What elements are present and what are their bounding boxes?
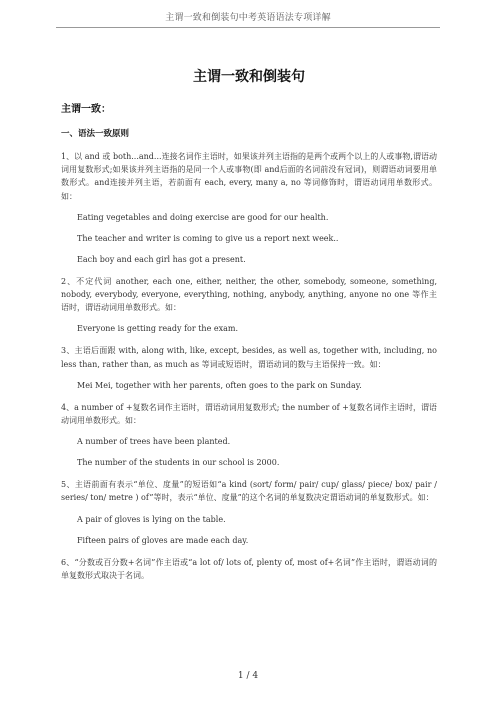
page-number: 1 / 4 (237, 671, 259, 681)
example-sentence: The teacher and writer is coming to give us a report next week.. (77, 233, 339, 243)
paragraph: 2、不定代词 another, each one, either, neither, the other, somebody, someone, something, nobody, everybody, everyone, everything, nothing, anybody, anything, anyone no one 等作主语时，谓语动词用单数形式。如： (61, 276, 437, 313)
example-sentence: The number of the students in our school is 2000. (77, 458, 280, 468)
example-sentence: Each boy and each girl has got a present. (77, 254, 246, 264)
paragraph: 5、主语前面有表示“单位、度量”的短语如“a kind (sort/ form/ pair/ cup/ glass/ piece/ box/ pair / series/ ton/ metre ) of”等时，表示“单位、度量”的这个名词的单复数决定谓语动词的单复数形式。如： (61, 480, 437, 503)
paragraph: 6、“分数或百分数+名词”作主语或“a lot of/ lots of, plenty of, most of+名词”作主语时，谓语动词的单复数形式取决于名词。 (61, 557, 437, 580)
example-sentence: A pair of gloves is lying on the table. (77, 514, 226, 524)
subsection-heading: 一、语法一致原则 (61, 129, 130, 139)
paragraph: 4、a number of +复数名词作主语时，谓语动词用复数形式; the number of +复数名词作主语时，谓语动词用单数形式。如： (61, 402, 437, 426)
example-sentence: Fifteen pairs of gloves are made each day. (77, 535, 249, 545)
section-heading: 主谓一致： (61, 104, 111, 115)
example-sentence: Mei Mei, together with her parents, often goes to the park on Sunday. (77, 380, 362, 390)
page-header: 主谓一致和倒装句中考英语语法专项详解 (165, 13, 331, 23)
document-body (61, 66, 437, 591)
example-sentence: Everyone is getting ready for the exam. (77, 324, 238, 334)
paragraph: 1、以 and 或 both...and...连接名词作主语时，如果该并列主语指的是两个或两个以上的人或事物,谓语动词用复数形式;如果该并列主语指的是同一个人或事物(即 and后面的名词前没有冠词)，则谓语动词要用单数形式。and连接并列主语，若前面有 each, every, many a, no 等词修饰时，谓语动词用单数形式。如： (61, 152, 437, 201)
example-sentence: A number of trees have been planted. (77, 437, 231, 447)
paragraph: 3、主语后面跟 with, along with, like, except, besides, as well as, together with, including, no less than, rather than, as much as 等词或短语时，谓语动词的数与主语保持一致。如： (61, 346, 437, 369)
header-divider (56, 27, 440, 28)
document-title: 主谓一致和倒装句 (193, 69, 305, 85)
example-sentence: Eating vegetables and doing exercise are good for our health. (77, 212, 329, 222)
